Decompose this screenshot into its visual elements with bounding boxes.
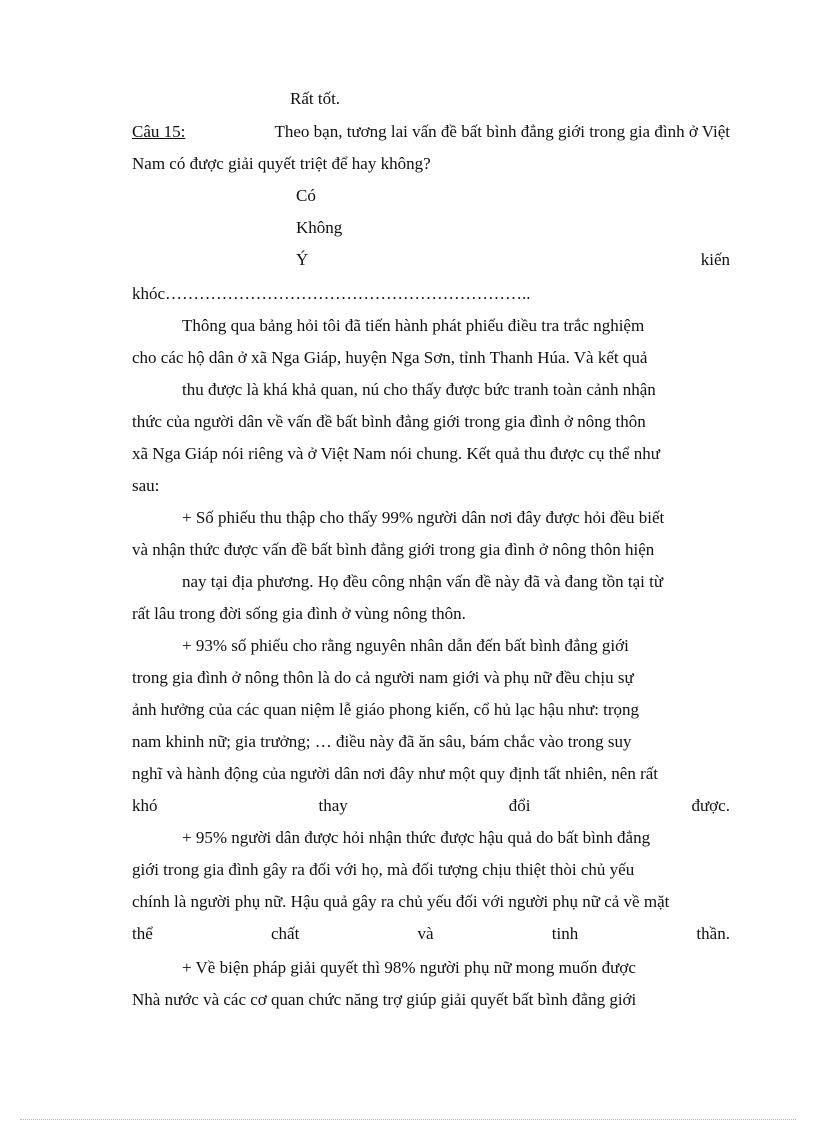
paragraph-3-line-1: + 93% số phiếu cho rằng nguyên nhân dẫn đến bất bình đẳng giới (182, 636, 629, 655)
paragraph-3-line-6 (132, 795, 730, 817)
paragraph-4-line-2: giới trong gia đình gây ra đối với họ, mà đối tượng chịu thiệt thòi chủ yếu (132, 860, 635, 879)
question-15-line-2: Nam có được giải quyết triệt để hay không? (132, 154, 431, 173)
paragraph-4-line-1: + 95% người dân được hỏi nhận thức được hậu quả do bất bình đẳng (182, 828, 651, 847)
paragraph-3-line-4: nam khinh nữ; gia trưởng; … điều này đã ăn sâu, bám chắc vào trong suy (132, 732, 632, 751)
option-other-word-2: kiến (700, 250, 730, 269)
paragraph-2-line-2: và nhận thức được vấn đề bất bình đẳng giới trong gia đình ở nông thôn hiện (132, 540, 655, 559)
paragraph-5-line-2: Nhà nước và các cơ quan chức năng trợ giúp giải quyết bất bình đẳng giới (132, 990, 637, 1009)
p1-l1-text: Thông qua bảng hỏi tôi đã tiến hành phát phiếu điều tra trắc nghiệm (182, 316, 645, 335)
p3-l6-word-1: khó (132, 796, 158, 815)
paragraph-4-line-3: chính là người phụ nữ. Hậu quả gây ra chủ yếu đối với người phụ nữ cả về mặt (132, 892, 670, 911)
paragraph-1-line-1 (182, 315, 730, 337)
option-no: Không (296, 218, 343, 237)
paragraph-1-line-4: thức của người dân về vấn đề bất bình đẳng giới trong gia đình ở nông thôn (132, 412, 646, 431)
paragraph-1-line-6: sau: (132, 476, 160, 495)
p4-l4-word-5: thần. (696, 924, 730, 943)
p4-l4-word-2: chất (270, 924, 300, 943)
p4-l4-word-3: và (417, 924, 434, 943)
page-bottom-rule (20, 1119, 796, 1120)
paragraph-1-line-5: xã Nga Giáp nói riêng và ở Việt Nam nói chung. Kết quả thu được cụ thể như (132, 444, 660, 463)
option-other-line-1 (296, 249, 730, 271)
question-15-line-1 (132, 121, 730, 143)
p3-l6-word-2: thay (318, 796, 348, 815)
option-other-line-2: khóc……………………………………………………….. (132, 284, 531, 303)
paragraph-3-line-2: trong gia đình ở nông thôn là do cả người nam giới và phụ nữ đều chịu sự (132, 668, 634, 687)
paragraph-3-line-5: nghĩ và hành động của người dân nơi đây như một quy định tất nhiên, nên rất (132, 764, 659, 783)
p4-l4-word-1: thể (132, 924, 153, 943)
previous-answer-option: Rất tốt. (290, 89, 341, 108)
paragraph-2-line-4: rất lâu trong đời sống gia đình ở vùng nông thôn. (132, 604, 466, 623)
paragraph-5-line-1: + Về biện pháp giải quyết thì 98% người phụ nữ mong muốn được (182, 958, 636, 977)
paragraph-3-line-3: ảnh hưởng của các quan niệm lễ giáo phong kiến, cổ hủ lạc hậu như: trọng (132, 700, 640, 719)
option-yes: Có (296, 186, 316, 205)
paragraph-4-line-4 (132, 923, 730, 945)
paragraph-1-line-2: cho các hộ dân ở xã Nga Giáp, huyện Nga Sơn, tỉnh Thanh Húa. Và kết quả (132, 348, 648, 367)
p3-l6-word-3: đổi (508, 796, 531, 815)
paragraph-2-line-3: nay tại địa phương. Họ đều công nhận vấn đề này đã và đang tồn tại từ (182, 572, 664, 591)
paragraph-1-line-3: thu được là khá khả quan, nú cho thấy được bức tranh toàn cảnh nhận (182, 380, 656, 399)
paragraph-2-line-1: + Số phiếu thu thập cho thấy 99% người dân nơi đây được hỏi đều biết (182, 508, 665, 527)
p3-l6-word-4: được. (691, 796, 730, 815)
option-other-word-1: Ý (296, 250, 309, 269)
p4-l4-word-4: tinh (551, 924, 579, 943)
question-15-text-1: Theo bạn, tương lai vấn đề bất bình đẳng giới trong gia đình ở Việt (274, 122, 730, 141)
question-15-label: Câu 15: (132, 122, 186, 141)
